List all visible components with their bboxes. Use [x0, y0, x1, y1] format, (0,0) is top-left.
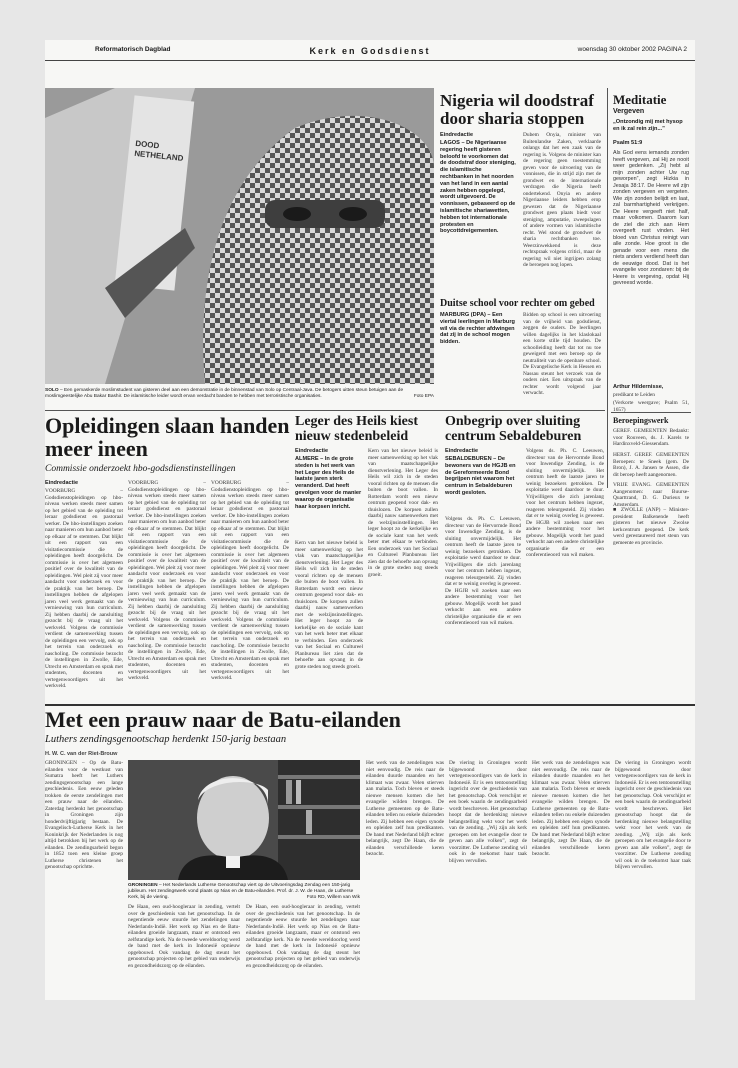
portrait-photo — [128, 760, 360, 880]
batu-body-col5: De viering in Groningen wordt bijgewoond door vertegenwoordigers van de kerk in Indonesië. Er is een tentoonstelling ingericht over de geschiedenis van het genootschap. Ook verschijnt er een boek waarin de zendingsarbeid wordt beschreven. Het genootschap hoopt dat de herdenking nieuwe belangstelling wekt voor het werk van de zending. „Wij zijn als kerk geroepen om het evangelie door te geven aan alle volken”, zegt de voorzitter. De Lutherse zending wil ook in de toekomst haar taak blijven vervullen. — [449, 760, 527, 864]
section-title: Kerk en Godsdienst — [309, 46, 431, 56]
photo-credit: Foto EPA — [413, 394, 434, 399]
meditatie-quote: „Ontzondig mij met hysop en ik zal rein zijn...” — [613, 119, 683, 132]
batu-body-col7: De viering in Groningen wordt bijgewoond door vertegenwoordigers van de kerk in Indonesië. Er is een tentoonstelling ingericht over de geschiedenis van het genootschap. Ook verschijnt er een boek waarin de zendingsarbeid wordt beschreven. Het genootschap hoopt dat de herdenking nieuwe belangstelling wekt voor het werk van de zending. „Wij zijn als kerk geroepen om het evangelie door te geven aan alle volken”, zegt de voorzitter. De Lutherse zending wil ook in de toekomst haar taak blijven vervullen. — [615, 760, 691, 870]
batu-body-col1: GRONINGEN – Op de Batu-eilanden voor de westkust van Sumatra heeft het Luthers zendingsgenootschap een lange geschiedenis. Een eeuw geleden trokken de eerste zendelingen met een prauw naar de eilanden. Zaterdag herdenkt het genootschap in Groningen zijn honderdvijftigjarig bestaan. De Evangelisch-Lutherse Kerk in het Koninkrijk der Nederlanden is nog altijd betrokken bij het werk op de eilanden. De zendingsarbeid begon in 1852 toen een kleine groep Lutherse christenen het genootschap oprichtte. — [45, 760, 123, 870]
hbo-body-col3: VOORBURG – Godsdienstopleidingen op hbo-niveau werken steeds meer samen op het gebied van de opleiding tot leraar godsdienst en pastoraal werker. De hbo-instellingen zoeken naar manieren om hun aanbod beter op elkaar af te stemmen. Dat blijkt uit een rapport van een visitatiecommissie die de opleidingen heeft doorgelicht. De commissie is over het algemeen positief over de kwaliteit van de opleidingen. Wel pleit zij voor meer aandacht voor onderzoek en voor de praktijk van het beroep. De instellingen hebben de afgelopen jaren veel werk gemaakt van de vernieuwing van hun curriculum. Zij hebben daarbij de aansluiting gezocht bij de vraag uit het werkveld. Volgens de commissie verdient de samenwerking tussen de opleidingen een vervolg, ook op het terrein van onderzoek en nascholing. De commissie bezocht de instellingen in Zwolle, Ede, Utrecht en Amsterdam en sprak met studenten, docenten en vertegenwoordigers uit het werkveld. — [211, 480, 289, 681]
leger-headline: Leger des Heils kiest nieuw stedenbeleid — [295, 414, 419, 444]
meditatie-author: Arthur Hildernisse, — [613, 384, 664, 390]
zwolle-brief: ■ ZWOLLE (ANP) – Minister-president Balkenende heeft gisteren het nieuwe Zwolse kerkcentrum geopend. De kerk werd gerestaureerd met steun van gemeente en provincie. — [613, 507, 689, 546]
batu-body-col6: Het werk van de zendelingen was niet eenvoudig. De reis naar de eilanden duurde maanden en het klimaat was zwaar. Velen stierven aan malaria. Toch bleven er steeds nieuwe mensen komen die het evangelie wilden brengen. De Lutherse gemeenten op de Batu-eilanden tellen nu enkele duizenden leden. Zij hebben een eigen synode en opleiden zelf hun predikanten. De band met Nederland blijft echter belangrijk, zegt De Haan, die de eilanden verschillende keren bezocht. — [532, 760, 610, 857]
batu-headline: Met een prauw naar de Batu-eilanden — [45, 707, 401, 732]
date-page: woensdag 30 oktober 2002 PAGINA 2 — [577, 46, 687, 53]
nigeria-body: Dubem Onyia, minister van Buitenlandse Zaken, verklaarde onlangs dat het een zaak van de regering is. Volgens de minister kan de regering geen toestemming geven voor de uitvoering van de vonnissen, die in strijd zijn met de grondwet en de internationale verdragen die Nigeria heeft ondertekend. Onyia en andere Nigeriaanse leiders hebben erop gewezen dat de Nigeriaanse grondwet geen plaats biedt voor steniging, amputatie, zweepslagen of andere vormen van islamitische recht. Wel stond de grondwet de sharia rechtbanken toe. Weerzinwekkend is deze rechtspraak volgens critici, maar de regering wil niet ingrijpen zolang de beroepen nog lopen. — [523, 132, 601, 268]
hbo-lede: Commissie onderzoekt hbo-godsdienstinstellingen — [45, 464, 236, 474]
leger-body-col2: Kern van het nieuwe beleid is meer samenwerking op het vlak van maatschappelijke dienstverlening. Het Leger des Heils wil zich in de steden vooral richten op de mensen die buiten de boot vallen. In Rotterdam wordt een nieuw centrum geopend voor dak- en thuislozen. De korpsen zullen daarbij nauw samenwerken met de welzijnsinstellingen. Het leger hoopt zo de kerkelijke en de sociale kant van het werk beter met elkaar te verbinden. Een onderzoek van het Sociaal en Cultureel Planbureau liet zien dat de behoefte aan opvang in de grote steden nog steeds groeit. — [368, 448, 438, 578]
sign-line: NETHELAND — [133, 148, 184, 164]
nigeria-intro: LAGOS – De Nigeriaanse regering heeft gisteren beloofd te voorkomen dat de doodstraf door steniging, die islamitische rechtbanken in het noorden van het land in een aantal zaken hebben opgelegd, wordt uitgevoerd. De vonnissen, gebaseerd op de islamitische shariawetten, hebben tot internationale protesten en boycottdreigementen. — [440, 140, 516, 235]
beroeps-title: Beroepingswerk — [613, 416, 669, 425]
onbegrip-body-col1: Volgens ds. Ph. C. Leeuwen, directeur van de Hervormde Bond voor Inwendige Zending, is de sluiting onvermijdelijk. Het centrum heeft de laatste jaren te weinig bezoekers getrokken. De exploitatie werd daardoor te duur. Vrijwilligers die zich jarenlang voor het centrum hebben ingezet, reageren teleurgesteld. Zij vinden dat er te weinig overleg is geweest. De HGJB wil zoeken naar een andere bestemming voor het gebouw. Mogelijk wordt het pand verkocht aan een andere christelijke organisatie die er een conferentieoord van wil maken. — [445, 516, 521, 626]
caption-label: SOLO — [45, 388, 59, 393]
nigeria-kicker: Eindredactie — [440, 132, 474, 138]
sign-line: DOOD — [134, 138, 160, 151]
top-photo — [45, 88, 434, 384]
meditatie-quote-ref: Psalm 51:9 — [613, 140, 643, 146]
duitse-body: Bidden op school is een uitvoering van de vrijheid van godsdienst, zeggen de ouders. De leerlingen willen dagelijks in het klaslokaal een korte stille tijd houden. De schoolleiding heeft dat tot nu toe geweigerd met een beroep op de neutraliteit van de openbare school. De Evangelische Kerk in Hessen en Nassau steunt het verzoek van de ouders niet. Een uitspraak van de rechter wordt volgend jaar verwacht. — [523, 312, 601, 396]
meditatie-footnote: (Verkorte weergave; Psalm 51, 1657) — [613, 400, 689, 413]
hbo-body-col1: VOORBURG – Godsdienstopleidingen op hbo-niveau werken steeds meer samen op het gebied van de opleiding tot leraar godsdienst en pastoraal werker. De hbo-instellingen zoeken naar manieren om hun aanbod beter op elkaar af te stemmen. Dat blijkt uit een rapport van een visitatiecommissie die de opleidingen heeft doorgelicht. De commissie is over het algemeen positief over de kwaliteit van de opleidingen. Wel pleit zij voor meer aandacht voor onderzoek en voor de praktijk van het beroep. De instellingen hebben de afgelopen jaren veel werk gemaakt van de vernieuwing van hun curriculum. Zij hebben daarbij de aansluiting gezocht bij de vraag uit het werkveld. Volgens de commissie verdient de samenwerking tussen de opleidingen een vervolg, ook op het terrein van onderzoek en nascholing. De commissie bezocht de instellingen in Zwolle, Ede, Utrecht en Amsterdam en sprak met studenten, docenten en vertegenwoordigers uit het werkveld. — [45, 488, 123, 689]
nigeria-headline: Nigeria wil doodstraf door sharia stoppen — [440, 91, 594, 128]
newspaper-page — [45, 40, 695, 1000]
hbo-body-col2: VOORBURG – Godsdienstopleidingen op hbo-niveau werken steeds meer samen op het gebied van de opleiding tot leraar godsdienst en pastoraal werker. De hbo-instellingen zoeken naar manieren om hun aanbod beter op elkaar af te stemmen. Dat blijkt uit een rapport van een visitatiecommissie die de opleidingen heeft doorgelicht. De commissie is over het algemeen positief over de kwaliteit van de opleidingen. Wel pleit zij voor meer aandacht voor onderzoek en voor de praktijk van het beroep. De instellingen hebben de afgelopen jaren veel werk gemaakt van de vernieuwing van hun curriculum. Zij hebben daarbij de aansluiting gezocht bij de vraag uit het werkveld. Volgens de commissie verdient de samenwerking tussen de opleidingen een vervolg, ook op het terrein van onderzoek en nascholing. De commissie bezocht de instellingen in Zwolle, Ede, Utrecht en Amsterdam en sprak met studenten, docenten en vertegenwoordigers uit het werkveld. — [128, 480, 206, 681]
beroeps-item: VRIJE EVANG. GEMEENTEN Aangenomen: naar Buurse-Quarttrand, D. G. Durieux te Amsterdam. — [613, 482, 689, 508]
batu-caption-label: GRONINGEN — [128, 883, 158, 888]
leger-intro: ALMERE – In de grote steden is het werk van het Leger des Heils de laatste jaren sterk veranderd. Dat heeft gevolgen voor de manier waarop de organisatie haar korpsen inricht. — [295, 456, 362, 510]
beroeps-item: HERST. GEREF. GEMEENTEN Beroepen: te Sneek (gem. De Bron), J. A. Jansen te Assen, die dit beroep heeft aangenomen. — [613, 452, 689, 478]
batu-lede: Luthers zendingsgenootschap herdenkt 150-jarig bestaan — [45, 734, 287, 745]
meditatie-subtitle: Vergeven — [613, 108, 645, 115]
leger-kicker: Eindredactie — [295, 448, 329, 454]
hbo-kicker: Eindredactie — [45, 480, 79, 486]
leger-body-col1: Kern van het nieuwe beleid is meer samenwerking op het vlak van maatschappelijke dienstverlening. Het Leger des Heils wil zich in de steden vooral richten op de mensen die buiten de boot vallen. In Rotterdam wordt een nieuw centrum geopend voor dak- en thuislozen. De korpsen zullen daarbij nauw samenwerken met de welzijnsinstellingen. Het leger hoopt zo de kerkelijke en de sociale kant van het werk beter met elkaar te verbinden. Een onderzoek van het Sociaal en Cultureel Planbureau liet zien dat de behoefte aan opvang in de grote steden nog steeds groeit. — [295, 540, 363, 670]
newspaper-name: Reformatorisch Dagblad — [95, 46, 171, 53]
page-header — [45, 40, 695, 61]
batu-body-col2: De Haan, een oud-hoogleraar in zending, vertelt over de geschiedenis van het genootschap. In de negentiende eeuw stuurde het zendelingen naar Nederlands-Indië. Het werk op Nias en de Batu-eilanden groeide langzaam, maar er ontstond een zelfstandige kerk. Na de tweede wereldoorlog werd de band met de kerk in Indonesië opnieuw opgebouwd. Ook vandaag de dag steunt het genootschap projecten op het gebied van onderwijs en gezondheidszorg op de eilanden. — [128, 904, 240, 969]
batu-photo — [128, 760, 360, 880]
batu-caption-text: – Het Nederlands Lutherse Genootschap viert op de Uitvoeringsdag Zendag een 150-jarig jubileum. Het zendingswerk vond plaats op Nias en de Batu-eilanden. Prof. dr. J. W. de Haan, de Lutherse Kerk, bij de viering. — [128, 883, 354, 900]
meditatie-body: Als God eens iemands zonden heeft vergeven, zal Hij ze nooit weer gedenken. „Zij hebt al mijn zonden achter Uw rug geworpen”, zegt Hizkia in Jesaja 38:17. De Heere wil zijn zonden vergeven en vergeten. Wie zijn zonden belijdt en laat, zal barmhartigheid verkrijgen. De Heere vergeeft niet half, maar volkomen. Daarom kan de ziel die zich aan Hem overgeeft rust vinden. Het bloed van Christus reinigt van alle zonde. Hoe groot is die genade voor een mens die niets anders verdiend heeft dan de eeuwige dood. Dat is het evangelie voor zondaren: bij de Heere is vergeving, opdat Hij gevreesd worde. — [613, 150, 689, 286]
onbegrip-body-col2: Volgens ds. Ph. C. Leeuwen, directeur van de Hervormde Bond voor Inwendige Zending, is de sluiting onvermijdelijk. Het centrum heeft de laatste jaren te weinig bezoekers getrokken. De exploitatie werd daardoor te duur. Vrijwilligers die zich jarenlang voor het centrum hebben ingezet, reageren teleurgesteld. Zij vinden dat er te weinig overleg is geweest. De HGJB wil zoeken naar een andere bestemming voor het gebouw. Mogelijk wordt het pand verkocht aan een andere christelijke organisatie die er een conferentieoord van wil maken. — [526, 448, 604, 558]
meditatie-title: Meditatie — [613, 92, 667, 107]
onbegrip-intro: SEBALDEBUREN – De bewoners van de HGJB en de Gereformeerde Bond begrijpen niet waarom het centrum in Sebaldeburen wordt gesloten. — [445, 456, 516, 496]
onbegrip-headline: Onbegrip over sluiting centrum Sebaldeburen — [445, 414, 582, 444]
batu-photo-credit: Foto RD, Willem van Wik — [306, 895, 360, 900]
beroeps-item: GEREF. GEMEENTEN Bedankt: voor Rouveen, ds. J. Karels te Hardinxveld-Giessendam. — [613, 428, 689, 447]
batu-body-col4: Het werk van de zendelingen was niet eenvoudig. De reis naar de eilanden duurde maanden en het klimaat was zwaar. Velen stierven aan malaria. Toch bleven er steeds nieuwe mensen komen die het evangelie wilden brengen. De Lutherse gemeenten op de Batu-eilanden tellen nu enkele duizenden leden. Zij hebben een eigen synode en opleiden zelf hun predikanten. De band met Nederland blijft echter belangrijk, zegt De Haan, die de eilanden verschillende keren bezocht. — [366, 760, 444, 857]
hbo-headline: Opleidingen slaan handen meer ineen — [45, 413, 290, 461]
batu-body-col3: De Haan, een oud-hoogleraar in zending, vertelt over de geschiedenis van het genootschap. In de negentiende eeuw stuurde het zendelingen naar Nederlands-Indië. Het werk op Nias en de Batu-eilanden groeide langzaam, maar er ontstond een zelfstandige kerk. Na de tweede wereldoorlog werd de band met de kerk in Indonesië opnieuw opgebouwd. Ook vandaag de dag steunt het genootschap projecten op het gebied van onderwijs en gezondheidszorg op de eilanden. — [246, 904, 360, 969]
batu-byline: H. W. C. van der Riet-Brouw — [45, 751, 118, 757]
onbegrip-kicker: Eindredactie — [445, 448, 479, 454]
duitse-intro: MARBURG (DPA) – Een viertal leerlingen in Marburg wil via de rechter afdwingen dat zij in de school mogen bidden. — [440, 312, 515, 346]
top-photo-caption — [45, 388, 434, 408]
meditatie-author-note: predikant te Leiden — [613, 392, 655, 398]
duitse-headline: Duitse school voor rechter om gebed — [440, 298, 595, 309]
caption-text: – Een gemaskerde moslimstudent van gisteren deel aan een demonstratie in de binnenstad van Solo op Centraal-Java. De betogers uitten steun betuigen aan de moslimgeestelijke Abu Bakar Bashir. De islamitische leider wordt ervan verdacht banden te hebben met terroristische organisaties. — [45, 388, 404, 399]
batu-photo-caption — [128, 883, 360, 901]
masked-student-photo — [45, 88, 434, 384]
